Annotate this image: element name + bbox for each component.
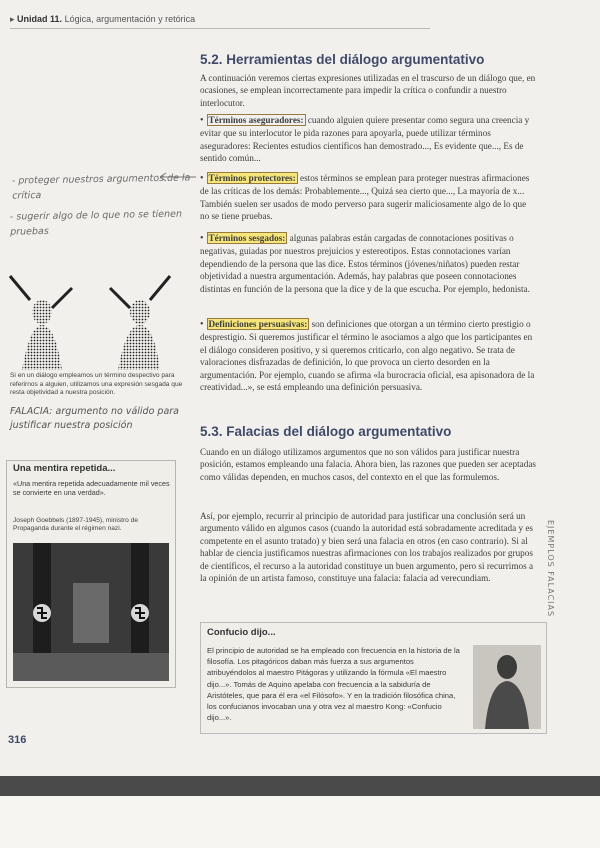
header-rule — [10, 28, 430, 29]
side-handwritten-label: EJEMPLOS FALACIAS — [546, 520, 555, 618]
item-persuasivas — [200, 318, 535, 393]
text-persuasivas: son definiciones que otorgan a un término cierto prestigio o desprestigio. Si queremos justificar el término le asociamos a algo que los participantes en el diálogo consideren positivo, y si queremos criticarlo, con algo negativo. Se trata de valoraciones disfrazadas de definición, lo que provoca un cierto desorden en la argumentación. Por ejemplo, cuando se afirma «la burocracia oficial, esa apisonadora de la creatividad...», se está empleando una definición persuasiva. — [200, 319, 535, 393]
text-aseguradores: cuando alguien quiere presentar como segura una creencia y evitar que su interlocutor le pida razones para apoyarla, puede utilizar términos aseguradores: Recientes estudios científicos han demostrado..., Es evidente que..., Es de sentido común... — [200, 115, 530, 164]
arrow-icon — [160, 172, 200, 182]
bullet-icon: • — [200, 233, 204, 244]
unit-label: Unidad 11. — [17, 14, 63, 24]
figure-caption: Si en un diálogo empleamos un término despectivo para referirnos a alguien, utilizamos una expresión sesgada que resta objetividad a nuestra posición. — [10, 372, 183, 397]
confucio-text: El principio de autoridad se ha empleado con frecuencia en la historia de la filosofía. Los pitagóricos daban más fuerza a sus argumentos atribuyéndolos al maestro Pitágoras y utilizando la fórmula «El maestro dijo...». Tomás de Aquino apelaba con frecuencia a la sabiduría de Aristóteles, que para él era «el Filósofo». Y en la tradición filosófica china, los confucianos invocaban una y otra vez al maestro Kong: «Confucio dijo...». — [207, 646, 460, 723]
falacias-paragraph-1: Cuando en un diálogo utilizamos argumentos que no son válidos para justificar nuestra posición, estamos empleando una falacia. Ahora bien, las razones que pueden ser aceptadas como válidas dependen, en muchos casos, del contexto en el que las formulemos. — [200, 447, 536, 482]
quote-text: «Una mentira repetida adecuadamente mil veces se convierte en una verdad». — [13, 479, 170, 498]
bullet-icon: • — [200, 115, 204, 126]
figure-left — [10, 276, 72, 370]
confucio-title: Confucio dijo... — [207, 627, 276, 638]
item-sesgados — [200, 232, 535, 295]
page-number: 316 — [8, 734, 27, 746]
text-protectores: estos términos se emplean para proteger nuestras afirmaciones de las críticas de los demás: Probablemente..., Quizá sea cierto que..., La mayoría de x... También suelen ser usados de modo perverso para sugerir maliciosamente algo de lo que no se tiene pruebas. — [200, 173, 530, 222]
rally-photo — [13, 543, 169, 681]
rally-photo-graphic — [13, 543, 169, 681]
bullet-icon: • — [200, 173, 204, 184]
confucius-statue-photo — [473, 645, 541, 729]
running-header: ▸ Unidad 11. Lógica, argumentación y retórica — [10, 14, 196, 24]
margin-note-sugerir: - sugerir algo de lo que no se tienen pruebas — [9, 208, 183, 238]
quote-box-title: Una mentira repetida... — [13, 463, 116, 474]
item-aseguradores — [200, 114, 535, 165]
scan-shadow-bar — [0, 776, 600, 796]
margin-note-falacia: FALACIA: argumento no válido para justificar nuestra posición — [10, 406, 180, 431]
text-sesgados: algunas palabras están cargadas de connotaciones positivas o negativas, guiadas por nuestros prejuicios y estereotipos. Estas connotaciones varían dependiendo de la persona que las dice. Estos términos (jóvenes/niñatos) pueden restar objetividad a nuestra argumentación. Además, hay palabras que poseen connotaciones distintas en función de la persona que la dice y de la que escucha. Por ejemplo, hedonista. — [200, 233, 530, 294]
term-sesgados: Términos sesgados: — [208, 233, 286, 243]
section-5-3-p1 — [200, 446, 540, 483]
section-5-3-title: 5.3. Falacias del diálogo argumentativo — [200, 424, 452, 439]
confucius-statue-graphic — [473, 645, 541, 729]
quote-author: Joseph Goebbels (1897-1945), ministro de Propaganda durante el régimen nazi. — [13, 517, 138, 533]
unit-title: Lógica, argumentación y retórica — [64, 14, 196, 24]
falacias-paragraph-2: Así, por ejemplo, recurrir al principio de autoridad para justificar una conclusión será un argumento válido en algunos casos (cuando la autoridad está sobradamente acreditada y es competente en el asunto tratado) y bien será una falacia en otros (en caso contrario). Si al hablar de ciencia justificamos nuestras afirmaciones con los trabajos realizados por grupos de científicos, el recurso a la autoridad constituye un buen argumento, pero si recurrimos a la opinión de un artista famoso, constituye una falacia: falacia ad verecundiam. — [200, 511, 534, 584]
section-5-2-intro — [200, 72, 540, 109]
item-protectores — [200, 172, 535, 223]
quote-box — [6, 460, 176, 688]
bullet-icon: • — [200, 319, 204, 330]
term-persuasivas: Definiciones persuasivas: — [208, 319, 308, 329]
term-aseguradores: Términos aseguradores: — [208, 115, 304, 125]
section-5-2-title: 5.2. Herramientas del diálogo argumentativo — [200, 52, 485, 67]
margin-note-protectores: - proteger nuestros argumentos de la crítica — [11, 172, 191, 202]
confucio-box — [200, 622, 547, 734]
section-5-3-p2 — [200, 510, 540, 584]
pointing-figures-illustration — [0, 270, 190, 370]
term-protectores: Términos protectores: — [208, 173, 296, 183]
scan-margin — [0, 796, 600, 848]
intro-paragraph: A continuación veremos ciertas expresiones utilizadas en el trascurso de un diálogo que, en ocasiones, se emplean incorrectamente para impedir la crítica o confundir a nuestro interlocutor. — [200, 73, 536, 108]
figure-right — [110, 276, 170, 370]
